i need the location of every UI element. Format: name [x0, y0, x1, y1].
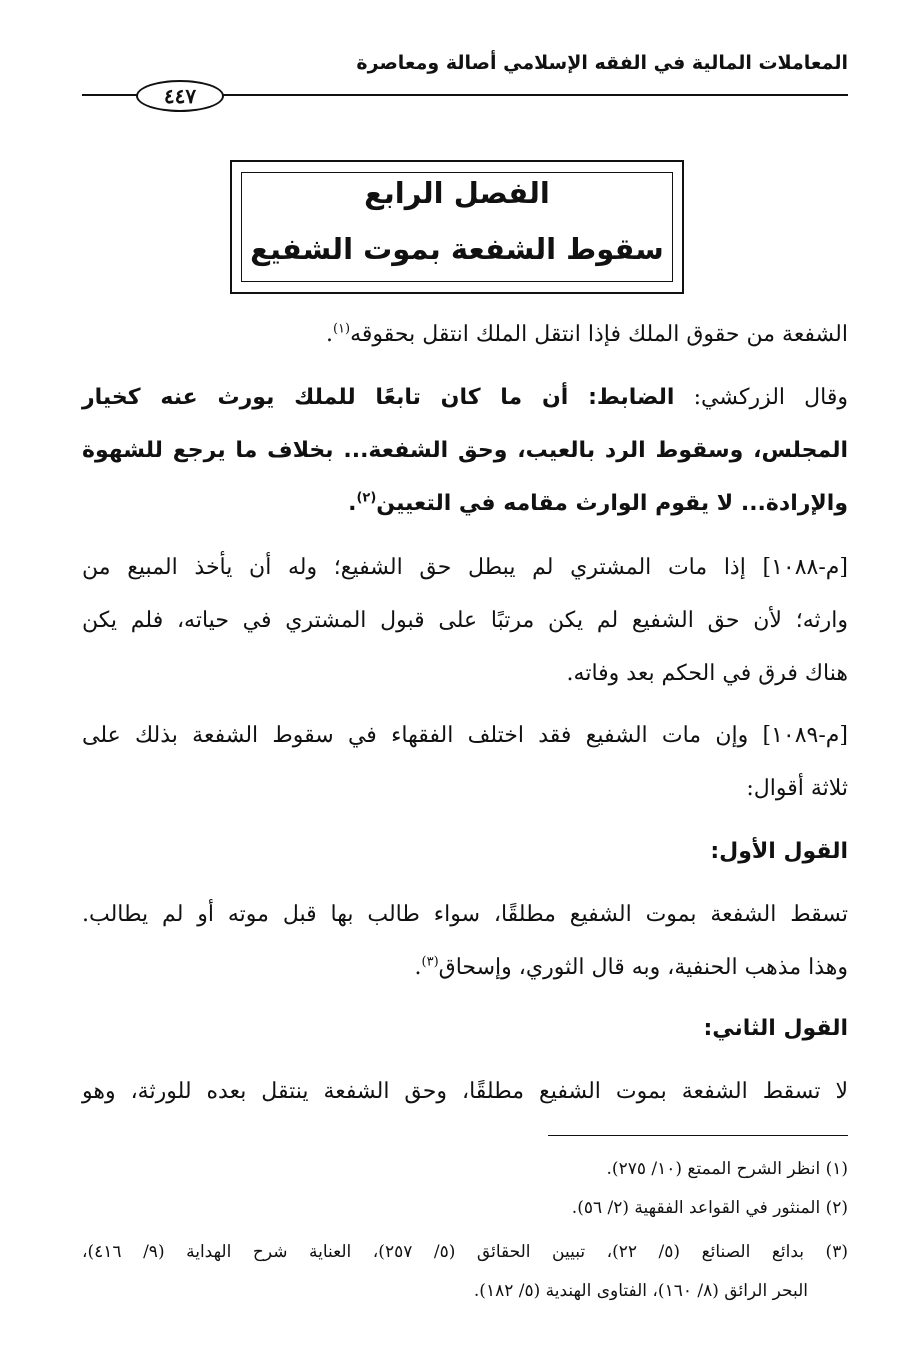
footnote-ref-3: (٣) — [421, 954, 439, 970]
paragraph-4-line-1: [م-١٠٨٩] وإن مات الشفيع فقد اختلف الفقهاء في سقوط الشفعة بذلك على — [82, 723, 848, 748]
punctuation: . — [348, 491, 357, 516]
quoted-rule-text: والإرادة... لا يقوم الوارث مقامه في التعيين — [376, 491, 848, 516]
punctuation: . — [325, 322, 333, 347]
footnote-3-line-1: (٣) بدائع الصنائع (٥/ ٢٢)، تبيين الحقائق (٥/ ٢٥٧)، العناية شرح الهداية (٩/ ٤١٦)، — [82, 1242, 848, 1262]
page-number: ٤٤٧ — [136, 80, 224, 112]
footnote-1: (١) انظر الشرح الممتع (١٠/ ٢٧٥). — [606, 1159, 848, 1179]
paragraph-3-line-1: [م-١٠٨٨] إذا مات المشتري لم يبطل حق الشفيع؛ وله أن يأخذ المبيع من — [82, 555, 848, 580]
section-heading-first-opinion: القول الأول: — [710, 839, 848, 864]
punctuation: . — [414, 955, 422, 980]
paragraph-4-line-2: ثلاثة أقوال: — [746, 776, 848, 801]
footnote-ref-1: (١) — [332, 321, 351, 337]
paragraph-3-line-3: هناك فرق في الحكم بعد وفاته. — [566, 661, 848, 686]
paragraph-1-line-1 — [326, 318, 848, 352]
paragraph-6-line-1: لا تسقط الشفعة بموت الشفيع مطلقًا، وحق الشفعة ينتقل بعده للورثة، وهو — [82, 1079, 848, 1104]
chapter-subtitle: سقوط الشفعة بموت الشفيع — [250, 232, 664, 266]
paragraph-text: وقال الزركشي: — [674, 385, 848, 410]
section-heading-second-opinion: القول الثاني: — [703, 1016, 848, 1041]
paragraph-3-line-2: وارثه؛ لأن حق الشفيع لم يكن مرتبًا على قبول المشتري في حياته، فلم يكن — [82, 608, 848, 633]
paragraph-5-line-1: تسقط الشفعة بموت الشفيع مطلقًا، سواء طالب بها قبل موته أو لم يطالب. — [82, 902, 848, 927]
chapter-title: الفصل الرابع — [364, 176, 550, 210]
running-title: المعاملات المالية في الفقه الإسلامي أصالة ومعاصرة — [356, 52, 848, 74]
paragraph-2-line-1 — [82, 381, 848, 415]
paragraph-5-line-2 — [415, 951, 849, 985]
paragraph-2-line-2: المجلس، وسقوط الرد بالعيب، وحق الشفعة... بخلاف ما يرجع للشهوة — [82, 438, 848, 463]
footnote-3-line-2: البحر الرائق (٨/ ١٦٠)، الفتاوى الهندية (٥/ ١٨٢). — [473, 1281, 808, 1301]
footnote-2: (٢) المنثور في القواعد الفقهية (٢/ ٥٦). — [571, 1198, 848, 1218]
quoted-rule-text: الضابط: أن ما كان تابعًا للملك يورث عنه كخيار — [82, 385, 675, 410]
paragraph-2-line-3 — [348, 487, 848, 521]
paragraph-text: الشفعة من حقوق الملك فإذا انتقل الملك انتقل بحقوقه — [350, 322, 848, 347]
paragraph-text: وهذا مذهب الحنفية، وبه قال الثوري، وإسحاق — [438, 955, 848, 980]
footnote-separator — [548, 1135, 848, 1136]
footnote-ref-2: (٢) — [356, 490, 377, 506]
